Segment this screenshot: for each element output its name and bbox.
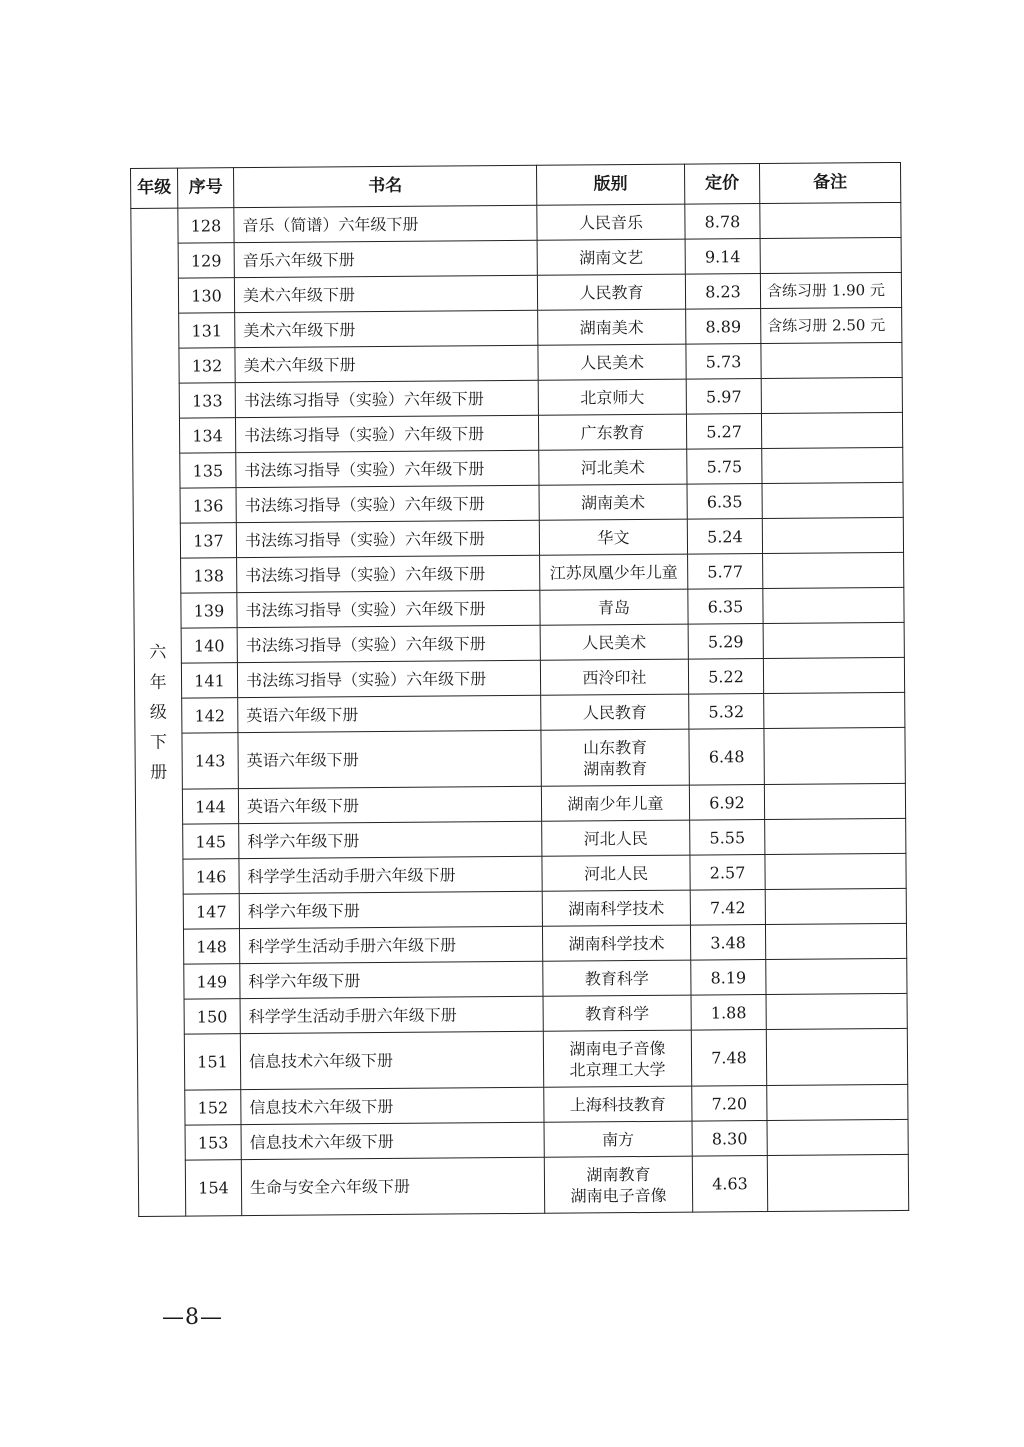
publisher-line: 西泠印社 bbox=[582, 667, 647, 687]
note-cell bbox=[765, 818, 906, 854]
publisher-line: 湖南文艺 bbox=[579, 247, 644, 267]
title-cell: 科学六年级下册 bbox=[239, 821, 542, 858]
table-row bbox=[136, 818, 906, 859]
table-row bbox=[133, 482, 903, 523]
publisher-cell bbox=[543, 960, 691, 996]
publisher-cell bbox=[538, 414, 686, 450]
table-row bbox=[133, 447, 903, 488]
title-cell: 英语六年级下册 bbox=[238, 730, 541, 788]
publisher-line: 人民美术 bbox=[579, 352, 645, 372]
price-cell: 7.48 bbox=[691, 1030, 766, 1087]
publisher-cell bbox=[542, 925, 690, 961]
title-cell: 音乐（简谱）六年级下册 bbox=[234, 205, 537, 242]
title-cell: 音乐六年级下册 bbox=[234, 240, 537, 277]
publisher-line: 人民音乐 bbox=[578, 212, 644, 232]
table-row bbox=[134, 622, 904, 663]
title-cell: 书法练习指导（实验）六年级下册 bbox=[236, 520, 539, 557]
price-cell: 5.29 bbox=[688, 624, 763, 660]
note-cell bbox=[766, 993, 907, 1029]
table-row bbox=[138, 1084, 908, 1125]
note-cell bbox=[764, 727, 905, 784]
publisher-cell bbox=[539, 449, 687, 485]
seq-cell: 143 bbox=[182, 733, 238, 789]
price-cell: 4.63 bbox=[692, 1156, 767, 1213]
seq-cell: 128 bbox=[178, 208, 234, 243]
seq-cell: 134 bbox=[179, 418, 235, 453]
table-row bbox=[135, 727, 905, 789]
publisher-cell bbox=[542, 890, 690, 926]
title-cell: 书法练习指导（实验）六年级下册 bbox=[236, 485, 539, 522]
textbook-price-table bbox=[130, 162, 909, 1217]
title-cell: 科学学生活动手册六年级下册 bbox=[239, 856, 542, 893]
publisher-cell bbox=[538, 344, 686, 380]
note-cell bbox=[764, 783, 905, 819]
publisher-line: 河北人民 bbox=[583, 863, 649, 883]
publisher-line: 河北人民 bbox=[583, 828, 648, 848]
table-body bbox=[131, 202, 909, 1216]
title-cell: 信息技术六年级下册 bbox=[240, 1031, 543, 1089]
publisher-line: 北京理工大学 bbox=[569, 1059, 666, 1080]
price-cell: 9.14 bbox=[685, 239, 760, 275]
price-cell: 8.30 bbox=[692, 1121, 767, 1157]
note-cell bbox=[761, 342, 902, 378]
seq-cell: 141 bbox=[181, 663, 237, 698]
publisher-line: 湖南教育 bbox=[586, 1164, 651, 1184]
table-row bbox=[132, 377, 902, 418]
publisher-cell bbox=[538, 379, 686, 415]
note-cell bbox=[767, 1154, 908, 1211]
note-cell bbox=[764, 692, 905, 728]
publisher-cell bbox=[541, 694, 689, 730]
publisher-line: 山东教育 bbox=[582, 737, 648, 757]
title-cell: 书法练习指导（实验）六年级下册 bbox=[235, 415, 538, 452]
seq-cell: 142 bbox=[182, 698, 238, 733]
publisher-cell bbox=[540, 589, 688, 625]
page-number: —8— bbox=[162, 1305, 223, 1330]
grade-cell bbox=[131, 208, 186, 1216]
table-row bbox=[137, 993, 907, 1034]
title-cell: 生命与安全六年级下册 bbox=[241, 1157, 544, 1215]
seq-cell: 150 bbox=[184, 999, 240, 1034]
publisher-line: 南方 bbox=[602, 1129, 635, 1149]
header-publisher: 版别 bbox=[536, 164, 684, 205]
price-cell: 6.48 bbox=[689, 729, 764, 786]
title-cell: 美术六年级下册 bbox=[235, 310, 538, 347]
price-cell: 6.35 bbox=[687, 484, 762, 520]
price-cell: 5.55 bbox=[690, 820, 765, 856]
note-cell bbox=[760, 202, 901, 238]
note-cell bbox=[760, 237, 901, 273]
seq-cell: 139 bbox=[181, 593, 237, 628]
note-cell bbox=[765, 923, 906, 959]
note-cell bbox=[762, 482, 903, 518]
table-row bbox=[132, 342, 902, 383]
seq-cell: 135 bbox=[180, 453, 236, 488]
table-row bbox=[131, 272, 901, 313]
note-cell bbox=[767, 1119, 908, 1155]
table-row bbox=[137, 958, 907, 999]
note-cell: 含练习册 1.90 元 bbox=[760, 272, 901, 308]
note-cell bbox=[766, 1028, 907, 1085]
price-cell: 8.89 bbox=[686, 309, 761, 345]
title-cell: 科学六年级下册 bbox=[240, 961, 543, 998]
title-cell: 科学学生活动手册六年级下册 bbox=[239, 926, 542, 963]
seq-cell: 140 bbox=[181, 628, 237, 663]
table-row bbox=[131, 237, 901, 278]
seq-cell: 151 bbox=[184, 1034, 240, 1090]
publisher-line: 人民美术 bbox=[582, 632, 647, 652]
title-cell: 科学学生活动手册六年级下册 bbox=[240, 996, 543, 1033]
seq-cell: 152 bbox=[185, 1090, 241, 1125]
price-cell: 2.57 bbox=[690, 855, 765, 891]
title-cell: 信息技术六年级下册 bbox=[241, 1087, 544, 1124]
publisher-cell bbox=[538, 309, 686, 345]
publisher-line: 湖南教育 bbox=[583, 758, 648, 778]
table-row bbox=[138, 1154, 908, 1216]
seq-cell: 136 bbox=[180, 488, 236, 523]
price-cell: 5.77 bbox=[688, 554, 763, 590]
table-row bbox=[138, 1119, 908, 1160]
title-cell: 美术六年级下册 bbox=[235, 345, 538, 382]
header-grade: 年级 bbox=[131, 168, 178, 208]
publisher-cell bbox=[543, 995, 691, 1031]
price-cell: 8.78 bbox=[685, 204, 760, 240]
price-cell: 7.42 bbox=[690, 890, 765, 926]
publisher-cell bbox=[543, 1030, 691, 1087]
publisher-cell bbox=[539, 519, 687, 555]
table-row bbox=[134, 587, 904, 628]
header-seq: 序号 bbox=[178, 168, 234, 208]
note-cell bbox=[767, 1084, 908, 1120]
header-price: 定价 bbox=[684, 164, 759, 205]
publisher-line: 上海科技教育 bbox=[569, 1094, 666, 1115]
title-cell: 信息技术六年级下册 bbox=[241, 1122, 544, 1159]
seq-cell: 153 bbox=[185, 1125, 241, 1160]
seq-cell: 149 bbox=[184, 964, 240, 999]
note-cell bbox=[763, 552, 904, 588]
publisher-cell bbox=[541, 729, 689, 786]
table-row bbox=[132, 307, 902, 348]
title-cell: 美术六年级下册 bbox=[234, 275, 537, 312]
seq-cell: 154 bbox=[185, 1160, 241, 1216]
seq-cell: 146 bbox=[183, 859, 239, 894]
publisher-cell bbox=[544, 1156, 692, 1213]
publisher-cell bbox=[544, 1121, 692, 1157]
table-row bbox=[131, 202, 901, 243]
note-cell bbox=[761, 412, 902, 448]
publisher-cell bbox=[539, 484, 687, 520]
publisher-cell bbox=[542, 855, 690, 891]
note-cell bbox=[763, 587, 904, 623]
publisher-line: 广东教育 bbox=[580, 422, 645, 442]
publisher-line: 湖南少年儿童 bbox=[567, 793, 664, 814]
seq-cell: 138 bbox=[181, 558, 237, 593]
table-header-row bbox=[131, 162, 901, 208]
price-cell: 5.27 bbox=[686, 414, 761, 450]
price-cell: 8.23 bbox=[685, 274, 760, 310]
header-note: 备注 bbox=[759, 162, 900, 203]
note-cell bbox=[763, 657, 904, 693]
price-cell: 3.48 bbox=[690, 925, 765, 961]
price-cell: 5.24 bbox=[687, 519, 762, 555]
table-row bbox=[132, 412, 902, 453]
publisher-cell bbox=[540, 554, 688, 590]
publisher-line: 江苏凤凰少年儿童 bbox=[549, 562, 678, 583]
seq-cell: 130 bbox=[178, 278, 234, 313]
price-cell: 5.75 bbox=[687, 449, 762, 485]
note-cell bbox=[766, 958, 907, 994]
note-cell: 含练习册 2.50 元 bbox=[761, 307, 902, 343]
publisher-line: 湖南电子音像 bbox=[569, 1038, 666, 1059]
publisher-cell bbox=[537, 239, 685, 275]
price-cell: 8.19 bbox=[691, 960, 766, 996]
publisher-line: 湖南电子音像 bbox=[570, 1185, 667, 1206]
title-cell: 书法练习指导（实验）六年级下册 bbox=[237, 555, 540, 592]
seq-cell: 131 bbox=[179, 313, 235, 348]
table-row bbox=[136, 888, 906, 929]
table-row bbox=[136, 853, 906, 894]
note-cell bbox=[762, 447, 903, 483]
table-row bbox=[136, 923, 906, 964]
table-row bbox=[135, 783, 905, 824]
table-row bbox=[134, 552, 904, 593]
table-row bbox=[134, 657, 904, 698]
price-cell: 5.22 bbox=[688, 659, 763, 695]
seq-cell: 137 bbox=[180, 523, 236, 558]
grade-label: 六年级下册 bbox=[149, 642, 168, 783]
seq-cell: 145 bbox=[183, 824, 239, 859]
publisher-line: 湖南美术 bbox=[581, 492, 646, 512]
publisher-line: 湖南美术 bbox=[579, 317, 644, 337]
title-cell: 书法练习指导（实验）六年级下册 bbox=[237, 625, 540, 662]
price-cell: 5.73 bbox=[686, 344, 761, 380]
publisher-cell bbox=[541, 785, 689, 821]
price-cell: 1.88 bbox=[691, 995, 766, 1031]
seq-cell: 129 bbox=[178, 243, 234, 278]
publisher-line: 北京师大 bbox=[580, 387, 645, 407]
seq-cell: 147 bbox=[183, 894, 239, 929]
table-row bbox=[135, 692, 905, 733]
price-cell: 6.35 bbox=[688, 589, 763, 625]
note-cell bbox=[763, 622, 904, 658]
price-cell: 5.97 bbox=[686, 379, 761, 415]
table-row bbox=[137, 1028, 907, 1090]
title-cell: 英语六年级下册 bbox=[238, 786, 541, 823]
price-cell: 5.32 bbox=[689, 694, 764, 730]
note-cell bbox=[765, 853, 906, 889]
publisher-line: 华文 bbox=[597, 527, 630, 547]
publisher-cell bbox=[540, 624, 688, 660]
publisher-line: 教育科学 bbox=[584, 968, 649, 988]
title-cell: 书法练习指导（实验）六年级下册 bbox=[235, 380, 538, 417]
seq-cell: 144 bbox=[182, 789, 238, 824]
publisher-line: 教育科学 bbox=[585, 1003, 650, 1023]
title-cell: 书法练习指导（实验）六年级下册 bbox=[236, 450, 539, 487]
publisher-cell bbox=[544, 1086, 692, 1122]
seq-cell: 132 bbox=[179, 348, 235, 383]
price-cell: 7.20 bbox=[692, 1086, 767, 1122]
seq-cell: 133 bbox=[179, 383, 235, 418]
publisher-line: 河北美术 bbox=[580, 457, 645, 477]
note-cell bbox=[761, 377, 902, 413]
publisher-cell bbox=[542, 820, 690, 856]
publisher-cell bbox=[540, 659, 688, 695]
price-cell: 6.92 bbox=[689, 785, 764, 821]
publisher-line: 人民教育 bbox=[582, 702, 647, 722]
note-cell bbox=[762, 517, 903, 553]
publisher-line: 青岛 bbox=[597, 597, 631, 617]
publisher-cell bbox=[537, 204, 685, 240]
seq-cell: 148 bbox=[183, 929, 239, 964]
title-cell: 书法练习指导（实验）六年级下册 bbox=[237, 590, 540, 627]
table-row bbox=[133, 517, 903, 558]
title-cell: 书法练习指导（实验）六年级下册 bbox=[237, 660, 540, 697]
note-cell bbox=[765, 888, 906, 924]
publisher-line: 湖南科学技术 bbox=[568, 933, 665, 954]
publisher-line: 人民教育 bbox=[579, 282, 644, 302]
title-cell: 科学六年级下册 bbox=[239, 891, 542, 928]
header-title: 书名 bbox=[234, 165, 537, 207]
publisher-cell bbox=[537, 274, 685, 310]
title-cell: 英语六年级下册 bbox=[238, 695, 541, 732]
publisher-line: 湖南科学技术 bbox=[568, 898, 665, 919]
